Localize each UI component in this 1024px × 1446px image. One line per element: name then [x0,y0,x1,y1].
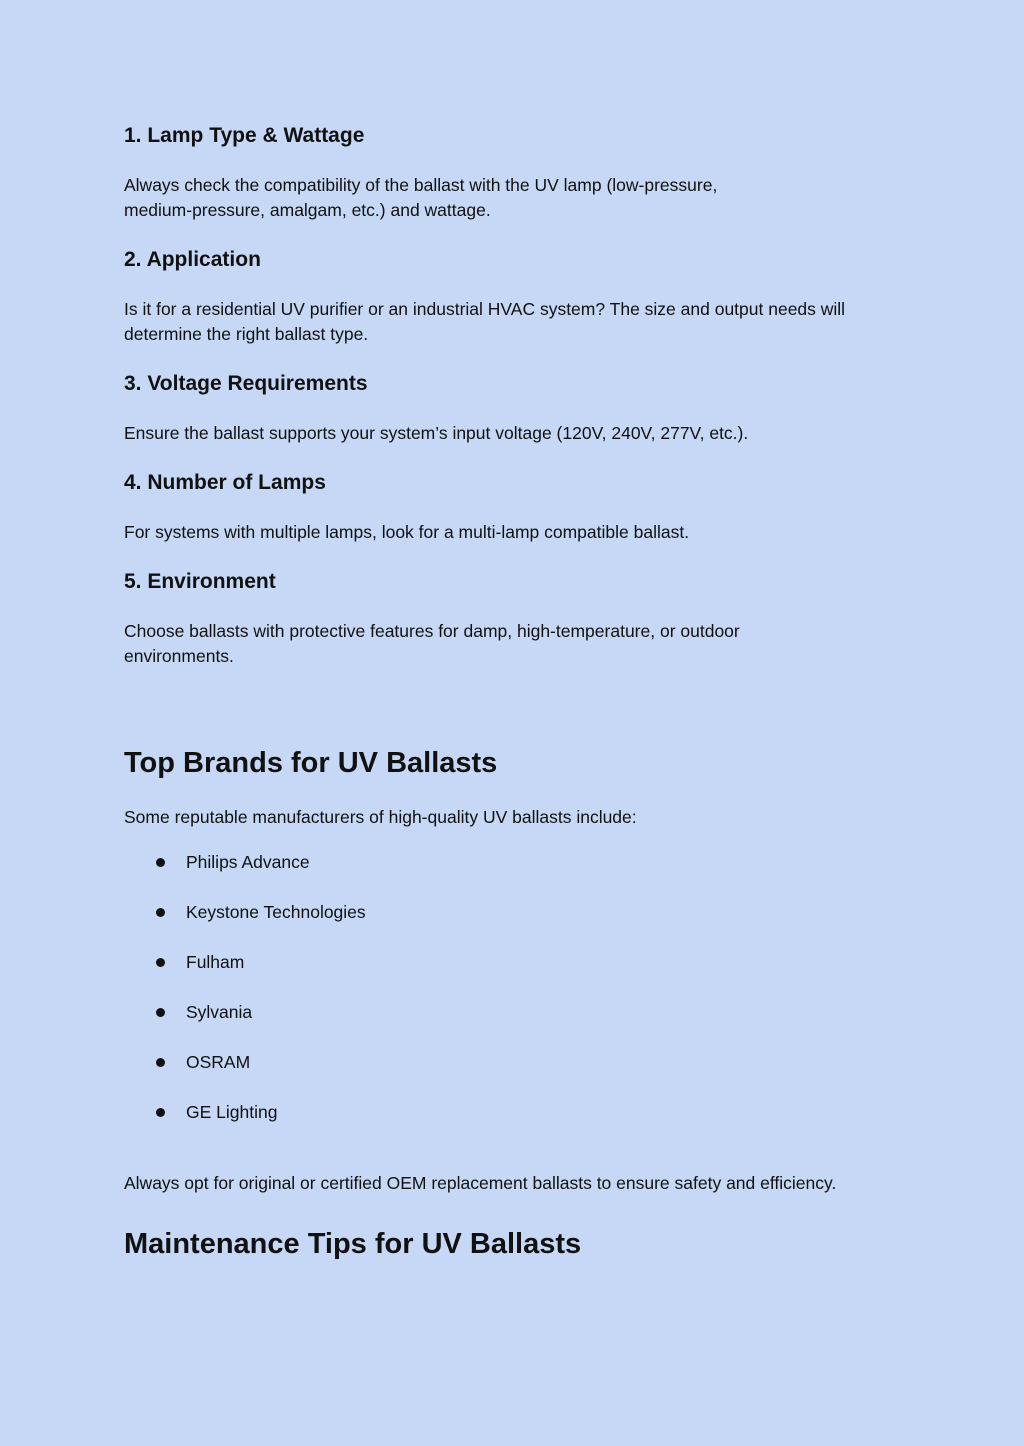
section-heading-lamp-type: 1. Lamp Type & Wattage [124,124,365,147]
section-heading-application: 2. Application [124,248,261,271]
section-body-voltage: Ensure the ballast supports your system’s input voltage (120V, 240V, 277V, etc.). [124,423,749,443]
bullet-icon [156,1108,165,1117]
bullet-icon [156,958,165,967]
list-item-label: OSRAM [186,1052,251,1072]
section-body-environment: Choose ballasts with protective features for damp, high-temperature, or outdoor environments. [124,621,740,666]
bullet-icon [156,1008,165,1017]
section-heading-voltage: 3. Voltage Requirements [124,372,368,395]
section-body-lamp-type: Always check the compatibility of the ballast with the UV lamp (low-pressure, medium-pressure, amalgam, etc.) and wattage. [124,175,718,220]
list-item-label: Keystone Technologies [186,902,366,922]
list-item-label: Sylvania [186,1002,253,1022]
bullet-icon [156,858,165,867]
brands-heading: Top Brands for UV Ballasts [124,747,498,779]
section-body-application: Is it for a residential UV purifier or an industrial HVAC system? The size and output needs will determine the right ballast type. [124,299,846,344]
bullet-icon [156,908,165,917]
list-item-label: Fulham [186,952,245,972]
section-heading-environment: 5. Environment [124,570,276,593]
list-item-label: GE Lighting [186,1102,278,1122]
maintenance-heading: Maintenance Tips for UV Ballasts [124,1228,582,1260]
brands-intro: Some reputable manufacturers of high-quality UV ballasts include: [124,807,637,827]
section-heading-number-of-lamps: 4. Number of Lamps [124,471,326,494]
bullet-icon [156,1058,165,1067]
brands-note: Always opt for original or certified OEM replacement ballasts to ensure safety and efficiency. [124,1173,837,1193]
section-body-number-of-lamps: For systems with multiple lamps, look for a multi-lamp compatible ballast. [124,522,690,542]
list-item-label: Philips Advance [186,852,310,872]
